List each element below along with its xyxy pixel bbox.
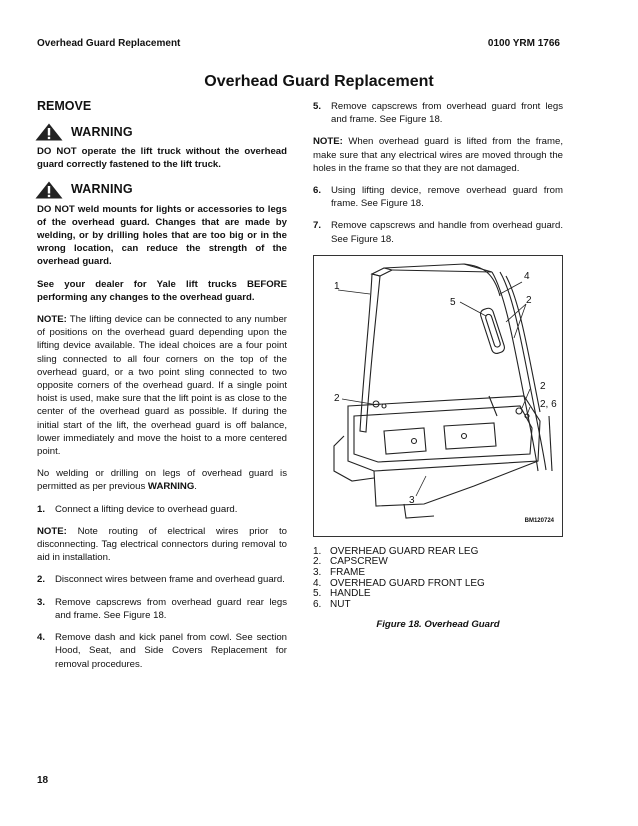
callout-2-6: 2, 6: [540, 398, 557, 410]
legend-num: 6.: [313, 598, 322, 610]
warning-label: WARNING: [71, 182, 133, 196]
note-wires: [37, 525, 287, 565]
no-welding-main: No welding or drilling on legs of overhead guard is permitted as per previous: [37, 468, 287, 493]
step-text: Remove capscrews and handle from overhead guard. See Figure 18.: [331, 220, 563, 245]
warning-label: WARNING: [71, 124, 133, 139]
page-number: 18: [37, 775, 49, 786]
note-label: NOTE:: [37, 525, 67, 537]
no-welding-text: [37, 467, 287, 493]
step-4: [37, 631, 287, 671]
legend-text: OVERHEAD GUARD REAR LEG: [330, 545, 479, 557]
dealer-notice: See your dealer for Yale lift trucks BEFORE performing any changes to the overhead guard.: [37, 278, 287, 303]
step-6: [313, 184, 563, 210]
legend-text: NUT: [330, 598, 351, 610]
no-welding-end: .: [194, 481, 197, 493]
warning-triangle-icon: [35, 181, 63, 199]
step-number: 1.: [37, 503, 46, 515]
step-number: 6.: [313, 185, 322, 197]
figure-id: BM120724: [524, 517, 554, 524]
note-text: The lifting device can be connected to any number of positions on the overhead guard depending upon the lifting device available. The ideal choices are a four point sling connected to all four corners on the top of the overhead guard, or a two point sling connected to two opposite corners of the overhead guard. If a single point hoist is used, make sure that the lift point is as close to the center of the overhead guard as possible. If during the initial start of the lift, the overhead guard is off balance, lower immediately and move the hoist to a more centered point.: [37, 314, 287, 458]
note-text: Note routing of electrical wires prior to disconnecting. Tag electrical connectors during removal to aid in installation.: [37, 525, 287, 564]
running-header-title: Overhead Guard Replacement: [37, 38, 181, 49]
section-heading-remove: REMOVE: [37, 99, 92, 113]
callout-2-left: 2: [334, 392, 340, 404]
step-text: Remove capscrews from overhead guard rear legs and frame. See Figure 18.: [55, 596, 287, 621]
step-1: [37, 503, 287, 516]
step-number: 2.: [37, 574, 46, 586]
warning-heading-1: [37, 123, 287, 141]
legend-num: 5.: [313, 588, 322, 600]
running-header-doc-number: 0100 YRM 1766: [487, 38, 560, 49]
note-lift-wires: [313, 135, 563, 175]
legend-text: OVERHEAD GUARD FRONT LEG: [330, 577, 485, 589]
legend-num: 4.: [313, 577, 322, 589]
callout-2-top: 2: [526, 294, 532, 306]
callout-5: 5: [450, 296, 456, 308]
overhead-guard-drawing: [314, 256, 562, 536]
step-text: Remove dash and kick panel from cowl. See section Hood, Seat, and Side Covers Replacement for removal procedures.: [55, 632, 287, 670]
step-text: Disconnect wires between frame and overhead guard.: [55, 574, 285, 586]
warning-triangle-icon: [35, 123, 63, 141]
figure-overhead-guard: [313, 255, 563, 537]
step-5: [313, 100, 563, 126]
legend-text: FRAME: [330, 567, 365, 579]
step-3: [37, 596, 287, 622]
right-column: [313, 100, 563, 632]
callout-4: 4: [524, 270, 530, 282]
left-column: [37, 100, 287, 680]
step-number: 3.: [37, 596, 46, 608]
callout-1: 1: [334, 280, 340, 292]
note-text: When overhead guard is lifted from the frame, make sure that any electrical wires are moved through the holes in the frame so that they are not damaged.: [313, 136, 563, 174]
note-lifting-device: [37, 313, 287, 458]
note-label: NOTE:: [313, 136, 343, 148]
no-welding-emph: WARNING: [147, 481, 195, 493]
legend-num: 2.: [313, 556, 322, 568]
step-text: Remove capscrews from overhead guard front legs and frame. See Figure 18.: [331, 101, 563, 126]
step-number: 5.: [313, 101, 322, 112]
callout-2-right: 2: [540, 380, 546, 392]
warning-text-1: DO NOT operate the lift truck without the overhead guard correctly fastened to the lift truck.: [37, 146, 287, 171]
page-title: Overhead Guard Replacement: [204, 73, 434, 90]
note-label: NOTE:: [37, 314, 67, 326]
legend-num: 3.: [313, 567, 322, 579]
legend-text: HANDLE: [330, 588, 371, 600]
step-2: [37, 573, 287, 586]
figure-caption: Figure 18. Overhead Guard: [376, 619, 500, 631]
warning-text-2: DO NOT weld mounts for lights or accessories to legs of the overhead guard. Changes that are made by welding, or by drilling holes that are too big or in the wrong location, can reduce the strength of the overhead guard.: [37, 203, 287, 268]
step-text: Connect a lifting device to overhead guard.: [55, 503, 238, 515]
legend-num: 1.: [313, 545, 322, 557]
legend-text: CAPSCREW: [330, 556, 388, 568]
figure-legend: [313, 547, 563, 611]
warning-heading-2: [37, 181, 287, 199]
step-7: [313, 219, 563, 245]
step-number: 7.: [313, 220, 322, 232]
legend-item: [313, 600, 563, 611]
step-number: 4.: [37, 632, 46, 644]
callout-3: 3: [409, 494, 415, 506]
step-text: Using lifting device, remove overhead guard from frame. See Figure 18.: [331, 185, 563, 210]
